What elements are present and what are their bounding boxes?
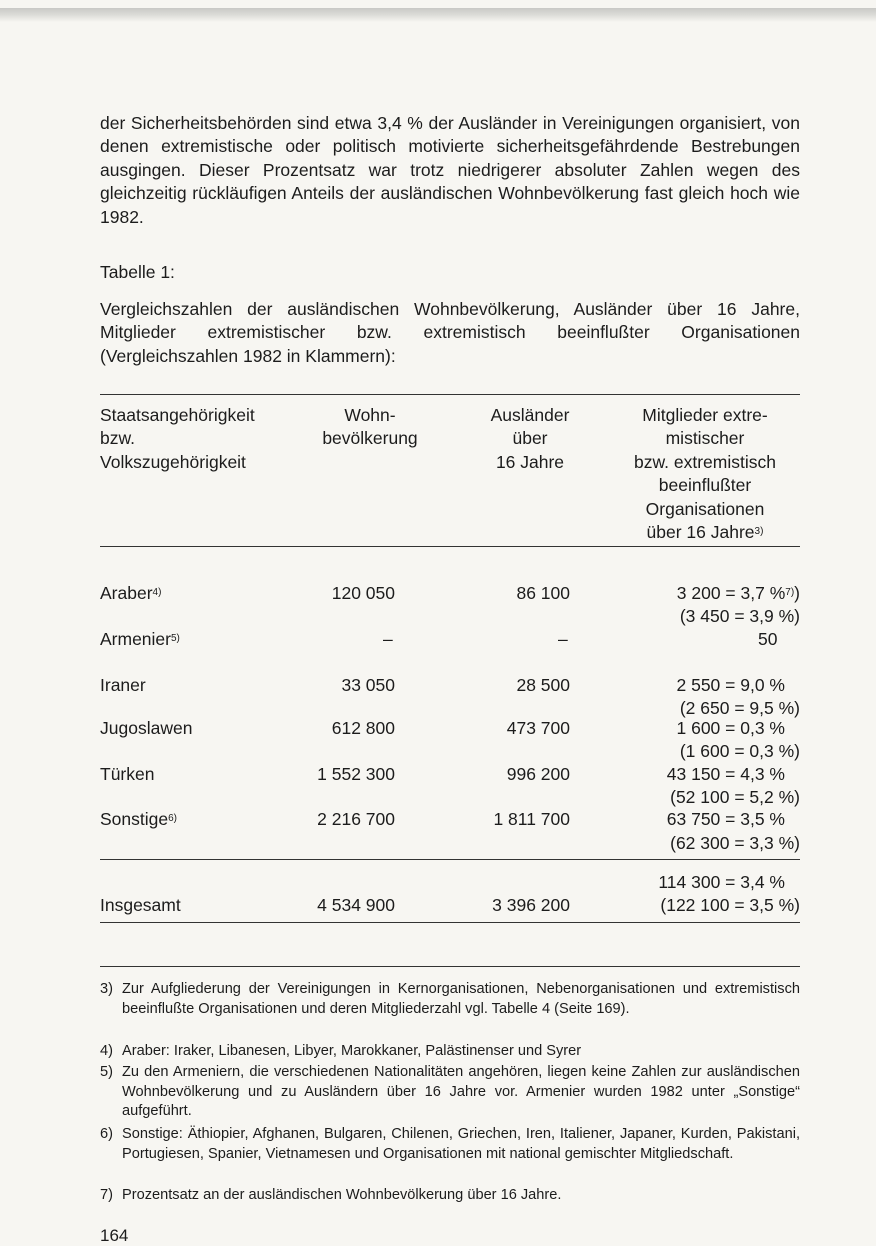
row-name-text: Armenier	[100, 629, 171, 649]
row-members-text: 3 200 = 3,7 %	[676, 583, 786, 603]
footnote-ref: 3)	[754, 526, 764, 538]
intro-paragraph: der Sicherheitsbehörden sind etwa 3,4 % der Ausländer in Vereinigungen organisiert, von denen extremistische oder politisch motivierte sicherheitsgefährdende Bestrebungen ausgingen. Dieser Prozentsatz war trotz niedrigerer absoluter Zahlen wegen des gleichzeitig rückläufigen Anteils der ausländischen Wohnbevölkerung fast gleich hoch wie 1982.	[100, 113, 800, 227]
row-over16: 86 100	[516, 583, 570, 603]
footnote-mark: 5)	[100, 1064, 113, 1080]
footnote	[100, 1063, 800, 1122]
row-over16: 1 811 700	[493, 809, 570, 829]
page-number: 164	[100, 1226, 129, 1245]
row-members: 1 600 = 0,3 %	[676, 718, 785, 738]
table-caption: Vergleichszahlen der ausländischen Wohnbevölkerung, Ausländer über 16 Jahre, Mitglieder extremistischer bzw. extremistisch beeinflußter Organisationen (Vergleichszahlen 1982 in Klammern):	[100, 299, 800, 366]
footnote-text: Zu den Armeniern, die verschiedenen Nationalitäten angehören, liegen keine Zahlen zur ausländischen Wohnbevölkerung und zu Ausländern über 16 Jahre vor. Armenier wurden 1982 unter „Sonstige“ aufgeführt.	[122, 1064, 800, 1120]
footnote	[100, 1042, 800, 1062]
header-members-line: bzw. extremistisch	[634, 451, 776, 472]
footnote-rule	[100, 966, 800, 967]
header-over16-line: 16 Jahre	[495, 451, 565, 472]
header-population-line: Wohn-	[344, 405, 396, 425]
footnote-text: Zur Aufgliederung der Vereinigungen in Kernorganisationen, Nebenorganisationen und extremistisch beeinflußte Organisationen und deren Mitgliederzahl vgl. Tabelle 4 (Seite 169).	[122, 981, 800, 1017]
footnote-ref: 5)	[171, 633, 180, 644]
header-members-text: über 16 Jahre	[646, 522, 755, 543]
row-population: 612 800	[331, 718, 395, 738]
row-members-1982: (52 100 = 5,2 %)	[670, 787, 800, 807]
total-over16: 3 396 200	[492, 895, 570, 915]
row-population: 2 216 700	[317, 809, 395, 829]
document-page	[100, 112, 800, 1245]
row-members: 43 150 = 4,3 %	[666, 764, 785, 784]
header-population	[300, 404, 440, 451]
row-over16: 473 700	[506, 718, 570, 738]
header-bottom-rule	[100, 546, 800, 547]
header-over16	[465, 404, 595, 474]
footnote-mark: 4)	[100, 1043, 113, 1059]
header-nationality-line: Volkszugehörigkeit	[100, 451, 246, 472]
rows-bottom-rule	[100, 859, 800, 860]
footnote-ref: 6)	[168, 813, 178, 824]
row-members: 2 550 = 9,0 %	[676, 675, 785, 695]
footnote	[100, 1125, 800, 1164]
row-over16: –	[558, 629, 568, 649]
row-members-1982: (1 600 = 0,3 %)	[679, 741, 800, 761]
row-population: –	[383, 629, 393, 649]
row-name	[100, 582, 161, 605]
row-members-1982: (62 300 = 3,3 %)	[670, 833, 800, 853]
header-over16-line: über	[512, 428, 548, 449]
footnote-mark: 3)	[100, 981, 113, 997]
row-name-text: Sonstige	[100, 809, 169, 829]
row-over16: 996 200	[506, 764, 570, 784]
total-members-1982: (122 100 = 3,5 %)	[660, 895, 800, 915]
header-nationality-line: bzw.	[100, 428, 136, 449]
row-members-1982: (3 450 = 3,9 %)	[679, 606, 800, 626]
footnote-text: Sonstige: Äthiopier, Afghanen, Bulgaren, Chilenen, Griechen, Iren, Italiener, Japaner, Kurden, Pakistani, Portugiesen, Spanier, Vietnamesen und Organisationen mit national gemischter Mitgliedschaft.	[122, 1126, 800, 1162]
table-label: Tabelle 1:	[100, 262, 175, 282]
row-population: 1 552 300	[317, 764, 395, 784]
header-over16-line: Ausländer	[490, 405, 570, 425]
total-population: 4 534 900	[317, 895, 395, 915]
row-name-text: Araber	[100, 583, 153, 603]
footnote-mark: 6)	[100, 1126, 113, 1142]
footnote-ref: 4)	[152, 587, 162, 598]
footnote-ref: 7)	[785, 587, 795, 598]
header-population-line: bevölkerung	[322, 428, 418, 449]
row-members: 3 200 = 3,7 %$^{7)}$)	[676, 583, 800, 603]
header-members-line: beeinflußter	[658, 475, 752, 496]
table-top-rule	[100, 394, 800, 395]
total-members: 114 300 = 3,4 %	[658, 872, 785, 892]
total-label: Insgesamt	[100, 895, 181, 915]
row-name	[100, 808, 177, 831]
row-name: Türken	[100, 764, 155, 784]
header-members	[610, 404, 800, 544]
header-nationality-line: Staatsangehörigkeit	[100, 405, 255, 425]
row-name	[100, 628, 180, 651]
row-population: 120 050	[331, 583, 395, 603]
scan-top-edge	[0, 8, 876, 22]
footnote	[100, 980, 800, 1019]
row-population: 33 050	[341, 675, 395, 695]
row-members-1982: (2 650 = 9,5 %)	[679, 698, 800, 718]
header-members-line: mistischer	[665, 428, 745, 449]
header-nationality	[100, 404, 255, 474]
header-members-line: Mitglieder extre-	[642, 405, 768, 425]
row-name: Jugoslawen	[100, 718, 193, 738]
row-over16: 28 500	[516, 675, 570, 695]
footnote-text: Araber: Iraker, Libanesen, Libyer, Marokkaner, Palästinenser und Syrer	[122, 1043, 582, 1059]
table-bottom-rule	[100, 922, 800, 923]
header-members-line	[610, 521, 800, 544]
row-name: Iraner	[100, 675, 146, 695]
row-members: 50	[758, 629, 778, 649]
header-members-line: Organisationen	[645, 498, 765, 519]
row-members: 63 750 = 3,5 %	[666, 809, 785, 829]
footnote-mark: 7)	[100, 1187, 113, 1203]
footnote-text: Prozentsatz an der ausländischen Wohnbevölkerung über 16 Jahre.	[122, 1187, 562, 1203]
footnote	[100, 1186, 800, 1206]
